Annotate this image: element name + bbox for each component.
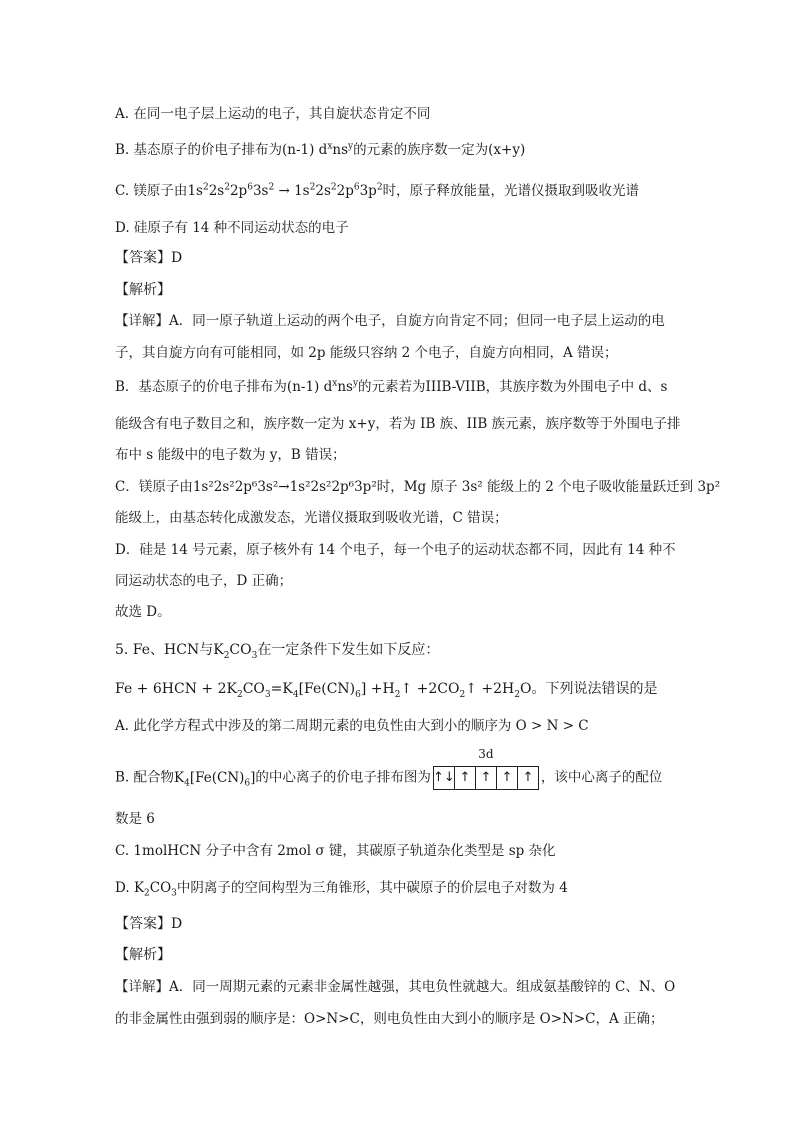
q4-option-b-text1: B. 基态原子的价电子排布为 bbox=[115, 142, 283, 158]
orbital-cell: ↑↓ bbox=[434, 767, 455, 789]
q4-analysis-heading: 【解析】 bbox=[115, 282, 171, 298]
formula-mg-transition: $1s^22s^22p^63s^2 \to 1s^22s^22p^63p^2$ bbox=[187, 182, 383, 199]
q5-option-c: C. 1molHCN 分子中含有 2mol σ 键，其碳原子轨道杂化类型是 sp 杂化 bbox=[115, 843, 556, 859]
orbital-cell: ↑ bbox=[497, 767, 518, 789]
orbital-cell: ↑ bbox=[476, 767, 497, 789]
q4-detail-line: 布中 s 能级中的电子数为 y，B 错误； bbox=[115, 447, 346, 463]
q4-detail-line: 能级上，由基态转化成激发态，光谱仪摄取到吸收光谱，C 错误； bbox=[115, 510, 508, 526]
q4-detail-b-text2: 的元素若为IIIB-VIIB，其族序数为外围电子中 d、s bbox=[358, 379, 668, 395]
q5-option-b-text3: ，该中心离子的配位 bbox=[540, 769, 663, 786]
q5-stem-text2: 在一定条件下发生如下反应： bbox=[257, 642, 440, 658]
q4-detail-line: D．硅是 14 号元素，原子核外有 14 个电子，每一个电子的运动状态都不同，因此有 14 种不 bbox=[115, 542, 676, 558]
q5-option-d bbox=[115, 878, 568, 898]
q5-option-b-text2: 的中心离子的价电子排布图为 bbox=[255, 769, 431, 786]
formula-valence-config: (n-1) $d^xns^y$ bbox=[282, 141, 354, 158]
q5-detail-line: 【详解】A．同一周期元素的元素非金属性越强，其电负性就越大。组成氨基酸锌的 C、N、O bbox=[115, 979, 676, 995]
q4-option-d: D. 硅原子有 14 种不同运动状态的电子 bbox=[115, 220, 349, 236]
q5-detail-line: 的非金属性由强到弱的顺序是：O>N>C，则电负性由大到小的顺序是 O>N>C，A 正确； bbox=[115, 1011, 664, 1027]
q4-detail-line: 【详解】A．同一原子轨道上运动的两个电子，自旋方向肯定不同；但同一电子层上运动的电 bbox=[115, 313, 665, 329]
orbital-cell: ↑ bbox=[455, 767, 476, 789]
orbital-diagram-3d bbox=[433, 747, 539, 790]
q4-detail-line: 子，其自旋方向有可能相同，如 2p 能级只容纳 2 个电子，自旋方向相同，A 错误； bbox=[115, 345, 618, 361]
formula-valence-config: (n-1) $d^xns^y$ bbox=[286, 378, 359, 395]
q4-option-a: A. 在同一电子层上运动的电子，其自旋状态肯定不同 bbox=[115, 106, 431, 122]
q5-option-a: A. 此化学方程式中涉及的第二周期元素的电负性由大到小的顺序为 O > N > C bbox=[115, 718, 589, 734]
q4-detail-b-text1: B．基态原子的价电子排布为 bbox=[115, 379, 287, 395]
q4-option-c bbox=[115, 181, 639, 201]
formula-mg-transition: 1s²2s²2p⁶3s²→1s²2s²2p⁶3p² bbox=[192, 479, 377, 495]
q4-detail-c bbox=[115, 477, 720, 497]
orbital-label: 3d bbox=[478, 747, 494, 761]
q4-conclusion: 故选 D。 bbox=[115, 604, 171, 620]
q5-stem-line1 bbox=[115, 640, 439, 660]
q4-option-b-text2: 的元素的族序数一定为 bbox=[353, 142, 489, 158]
q4-detail-c-text2: 时，Mg 原子 3s² 能级上的 2 个电子吸收能量跃迁到 3p² bbox=[376, 479, 721, 495]
formula-k2co3: $K_2CO_3$ bbox=[133, 880, 177, 899]
q4-detail-c-text1: C．镁原子由 bbox=[115, 479, 193, 495]
formula-k2co3: $K_2CO_3$ bbox=[213, 642, 258, 661]
q4-option-c-text1: C. 镁原子由 bbox=[115, 183, 188, 199]
q5-stem-line2 bbox=[115, 679, 657, 699]
formula-complex: $K_4[Fe(CN)_6]$ bbox=[174, 769, 256, 789]
q4-detail-b bbox=[115, 377, 667, 397]
orbital-cell: ↑ bbox=[522, 770, 534, 785]
q4-answer: 【答案】D bbox=[115, 250, 183, 266]
q4-detail-line: 同运动状态的电子，D 正确； bbox=[115, 573, 293, 589]
q5-option-d-prefix: D. bbox=[115, 880, 134, 896]
q5-stem-text1: 5. Fe、HCN与 bbox=[115, 642, 214, 658]
formula-xy: (x+y) bbox=[488, 142, 526, 158]
q5-option-b-cont: 数是 6 bbox=[115, 811, 155, 827]
formula-reaction: $Fe + 6HCN + 2K_2CO_3=K_4[Fe(CN)_6]$ $+H_2↑$ $+2CO_2↑ +2H_2O$ bbox=[115, 681, 532, 700]
q5-option-b bbox=[115, 747, 663, 790]
q5-analysis-heading: 【解析】 bbox=[115, 947, 171, 963]
q4-option-c-text2: 时，原子释放能量，光谱仪摄取到吸收光谱 bbox=[382, 183, 640, 199]
q5-answer: 【答案】D bbox=[115, 916, 183, 932]
q5-stem-text3: 。下列说法错误的是 bbox=[531, 681, 658, 697]
q4-option-b bbox=[115, 140, 525, 160]
q4-detail-line: 能级含有电子数目之和，族序数一定为 x+y，若为 IB 族、IIB 族元素，族序数等于外围电子排 bbox=[115, 416, 681, 432]
q5-option-d-text: 中阴离子的空间构型为三角锥形，其中碳原子的价层电子对数为 4 bbox=[176, 880, 568, 896]
q5-option-b-text1: B. 配合物 bbox=[115, 769, 175, 786]
